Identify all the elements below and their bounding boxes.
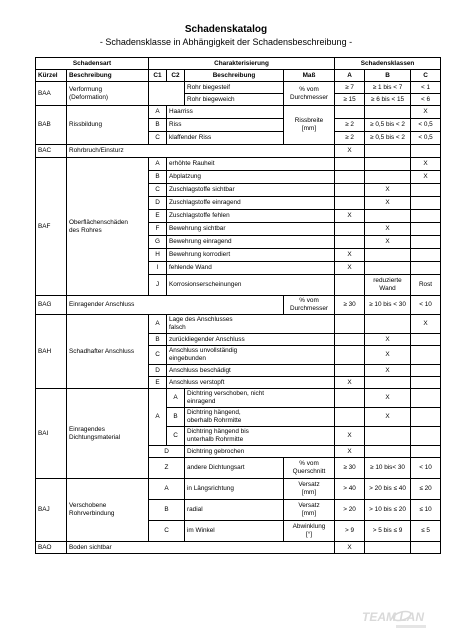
char-cell: Bewehrung korrodiert (167, 249, 335, 262)
class-c-cell: X (411, 158, 441, 171)
char-cell: im Winkel (185, 521, 284, 542)
table-row (36, 82, 441, 94)
class-b-cell: X (365, 223, 411, 236)
mass-cell: % vom Durchmesser (284, 82, 335, 106)
class-a-cell: X (335, 262, 365, 275)
class-c-cell: < 6 (411, 94, 441, 106)
table-row (36, 315, 441, 334)
code-cell: BAF (36, 158, 67, 296)
char-cell: Bewehrung einragend (167, 236, 335, 249)
class-c-cell: < 10 (411, 458, 441, 479)
class-a-cell: X (335, 145, 365, 158)
header-schadensart: Schadensart (36, 58, 149, 70)
header-class-a: A (335, 70, 365, 82)
c2-cell: A (167, 389, 185, 408)
c1-cell: E (149, 377, 167, 389)
char-cell: radial (185, 500, 284, 521)
char-cell: Haarriss (167, 106, 284, 119)
class-c-cell: < 0,5 (411, 119, 441, 132)
char-cell: andere Dichtungsart (185, 458, 284, 479)
class-c-cell: X (411, 315, 441, 334)
table-row (36, 542, 441, 554)
char-cell: Dichtring hängend bis unterhalb Rohrmitte (185, 427, 335, 446)
c1-cell: F (149, 223, 167, 236)
class-a-cell: X (335, 210, 365, 223)
header-c1: C1 (149, 70, 167, 82)
c1-cell: A (149, 315, 167, 334)
class-b-cell: X (365, 408, 411, 427)
c1-cell: B (149, 500, 185, 521)
logo-text: TEAM LAN (362, 610, 424, 624)
table-row (36, 389, 441, 408)
char-cell: Anschluss verstopft (167, 377, 335, 389)
class-c-cell: ≤ 5 (411, 521, 441, 542)
char-cell: Dichtring hängend, oberhalb Rohrmitte (185, 408, 335, 427)
class-b-cell: ≥ 0,5 bis < 2 (365, 119, 411, 132)
code-cell: BAA (36, 82, 67, 106)
char-cell: klaffender Riss (167, 132, 284, 145)
char-cell: Riss (167, 119, 284, 132)
char-cell: Zuschlagstoffe einragend (167, 197, 335, 210)
char-cell: in Längsrichtung (185, 479, 284, 500)
code-cell: BAJ (36, 479, 67, 542)
c1-cell: Z (149, 458, 185, 479)
desc-cell: Verformung (Deformation) (67, 82, 149, 106)
c1-cell: B (149, 334, 167, 346)
char-cell: Anschluss beschädigt (167, 365, 335, 377)
char-cell: zurückliegender Anschluss (167, 334, 335, 346)
class-b-cell: X (365, 389, 411, 408)
code-cell: BAH (36, 315, 67, 389)
mass-cell: Versatz [mm] (284, 500, 335, 521)
table-row (36, 479, 441, 500)
header-c2: C2 (167, 70, 185, 82)
mass-cell: Rissbreite [mm] (284, 106, 335, 145)
code-cell: BAB (36, 106, 67, 145)
table-row (36, 106, 441, 119)
class-b-cell: ≥ 6 bis < 15 (365, 94, 411, 106)
class-b-cell: > 20 bis ≤ 40 (365, 479, 411, 500)
c1-cell: I (149, 262, 167, 275)
class-b-cell: ≥ 1 bis < 7 (365, 82, 411, 94)
c1-cell: C (149, 346, 167, 365)
page-title: Schadenskatalog (184, 24, 268, 35)
header-kuerzel: Kürzel (36, 70, 67, 82)
char-cell: Rohr biegeweich (185, 94, 284, 106)
class-c-cell: ≤ 10 (411, 500, 441, 521)
mass-cell: Abwinklung [°] (284, 521, 335, 542)
c1-cell: G (149, 236, 167, 249)
desc-cell: Einragendes Dichtungsmaterial (67, 389, 149, 479)
team-lan-logo (356, 604, 434, 634)
class-b-cell: X (365, 346, 411, 365)
class-a-cell: X (335, 446, 365, 458)
header-class-c: C (411, 70, 441, 82)
c1-cell: B (149, 171, 167, 184)
class-b-cell: X (365, 197, 411, 210)
class-a-cell: ≥ 15 (335, 94, 365, 106)
class-a-cell: X (335, 377, 365, 389)
char-cell: fehlende Wand (167, 262, 335, 275)
char-cell: Zuschlagstoffe fehlen (167, 210, 335, 223)
class-c-cell: Rost (411, 275, 441, 296)
class-b-cell: reduzierte Wand (365, 275, 411, 296)
mass-cell: Versatz [mm] (284, 479, 335, 500)
class-a-cell: ≥ 2 (335, 132, 365, 145)
char-cell: Abplatzung (167, 171, 335, 184)
header-class-b: B (365, 70, 411, 82)
class-b-cell: ≥ 10 bis < 30 (365, 296, 411, 315)
class-a-cell: X (335, 542, 365, 554)
char-cell: Korrosionserscheinungen (167, 275, 335, 296)
header-row-columns (36, 70, 441, 82)
class-c-cell: ≤ 20 (411, 479, 441, 500)
c1-cell: H (149, 249, 167, 262)
class-a-cell: > 20 (335, 500, 365, 521)
class-a-cell: > 9 (335, 521, 365, 542)
code-cell: BAC (36, 145, 67, 158)
header-beschreibung: Beschreibung (67, 70, 149, 82)
desc-cell: Rissbildung (67, 106, 149, 145)
class-c-cell: X (411, 171, 441, 184)
c1-cell: E (149, 210, 167, 223)
table-row (36, 296, 441, 315)
c1-cell: D (149, 446, 185, 458)
c1-cell: B (149, 119, 167, 132)
char-cell: erhöhte Rauheit (167, 158, 335, 171)
char-cell: Dichtring verschoben, nicht einragend (185, 389, 335, 408)
c1-cell: A (149, 479, 185, 500)
c1-cell: J (149, 275, 167, 296)
desc-cell: Schadhafter Anschluss (67, 315, 149, 389)
header-mass: Maß (284, 70, 335, 82)
mass-cell: % vom Durchmesser (284, 296, 335, 315)
class-b-cell: ≥ 10 bis< 30 (365, 458, 411, 479)
desc-cell: Oberflächenschäden des Rohres (67, 158, 149, 296)
c1-cell: C (149, 132, 167, 145)
class-a-cell: X (335, 427, 365, 446)
class-b-cell: > 5 bis ≤ 9 (365, 521, 411, 542)
header-row-groups (36, 58, 441, 70)
class-b-cell: ≥ 0,5 bis < 2 (365, 132, 411, 145)
desc-cell: Einragender Anschluss (67, 296, 284, 315)
class-a-cell: > 40 (335, 479, 365, 500)
header-charakterisierung: Charakterisierung (149, 58, 335, 70)
damage-catalog-table (35, 57, 441, 554)
class-a-cell: ≥ 30 (335, 296, 365, 315)
class-b-cell: X (365, 365, 411, 377)
code-cell: BAG (36, 296, 67, 315)
table-row (36, 145, 441, 158)
char-cell: Bewehrung sichtbar (167, 223, 335, 236)
class-a-cell: ≥ 7 (335, 82, 365, 94)
char-cell: Lage des Anschlusses falsch (167, 315, 335, 334)
c1-cell: A (149, 389, 167, 446)
c2-cell: B (167, 408, 185, 427)
c2-cell: C (167, 427, 185, 446)
class-c-cell: < 0,5 (411, 132, 441, 145)
desc-cell: Rohrbruch/Einsturz (67, 145, 335, 158)
c1-cell: D (149, 197, 167, 210)
class-b-cell: > 10 bis ≤ 20 (365, 500, 411, 521)
char-cell: Dichtring gebrochen (185, 446, 335, 458)
code-cell: BAO (36, 542, 67, 554)
class-c-cell: < 10 (411, 296, 441, 315)
mass-cell: % vom Querschnitt (284, 458, 335, 479)
c1-cell: D (149, 365, 167, 377)
char-cell: Zuschlagstoffe sichtbar (167, 184, 335, 197)
char-cell: Rohr biegesteif (185, 82, 284, 94)
desc-cell: Verschobene Rohrverbindung (67, 479, 149, 542)
c1-cell: A (149, 106, 167, 119)
class-a-cell: X (335, 249, 365, 262)
header-schadensklassen: Schadensklassen (335, 58, 441, 70)
table-row (36, 158, 441, 171)
char-cell: Anschluss unvollständig eingebunden (167, 346, 335, 365)
class-b-cell: X (365, 334, 411, 346)
class-a-cell: ≥ 30 (335, 458, 365, 479)
class-b-cell: X (365, 184, 411, 197)
code-cell: BAI (36, 389, 67, 479)
header-beschreibung-char: Beschreibung (185, 70, 284, 82)
class-a-cell: ≥ 2 (335, 119, 365, 132)
class-c-cell: X (411, 106, 441, 119)
desc-cell: Boden sichtbar (67, 542, 335, 554)
c1-cell: C (149, 184, 167, 197)
class-c-cell: < 1 (411, 82, 441, 94)
c1-cell: C (149, 521, 185, 542)
page-subtitle: - Schadensklasse in Abhängigkeit der Schadensbeschreibung - (99, 37, 353, 47)
c1-cell: A (149, 158, 167, 171)
class-b-cell: X (365, 236, 411, 249)
